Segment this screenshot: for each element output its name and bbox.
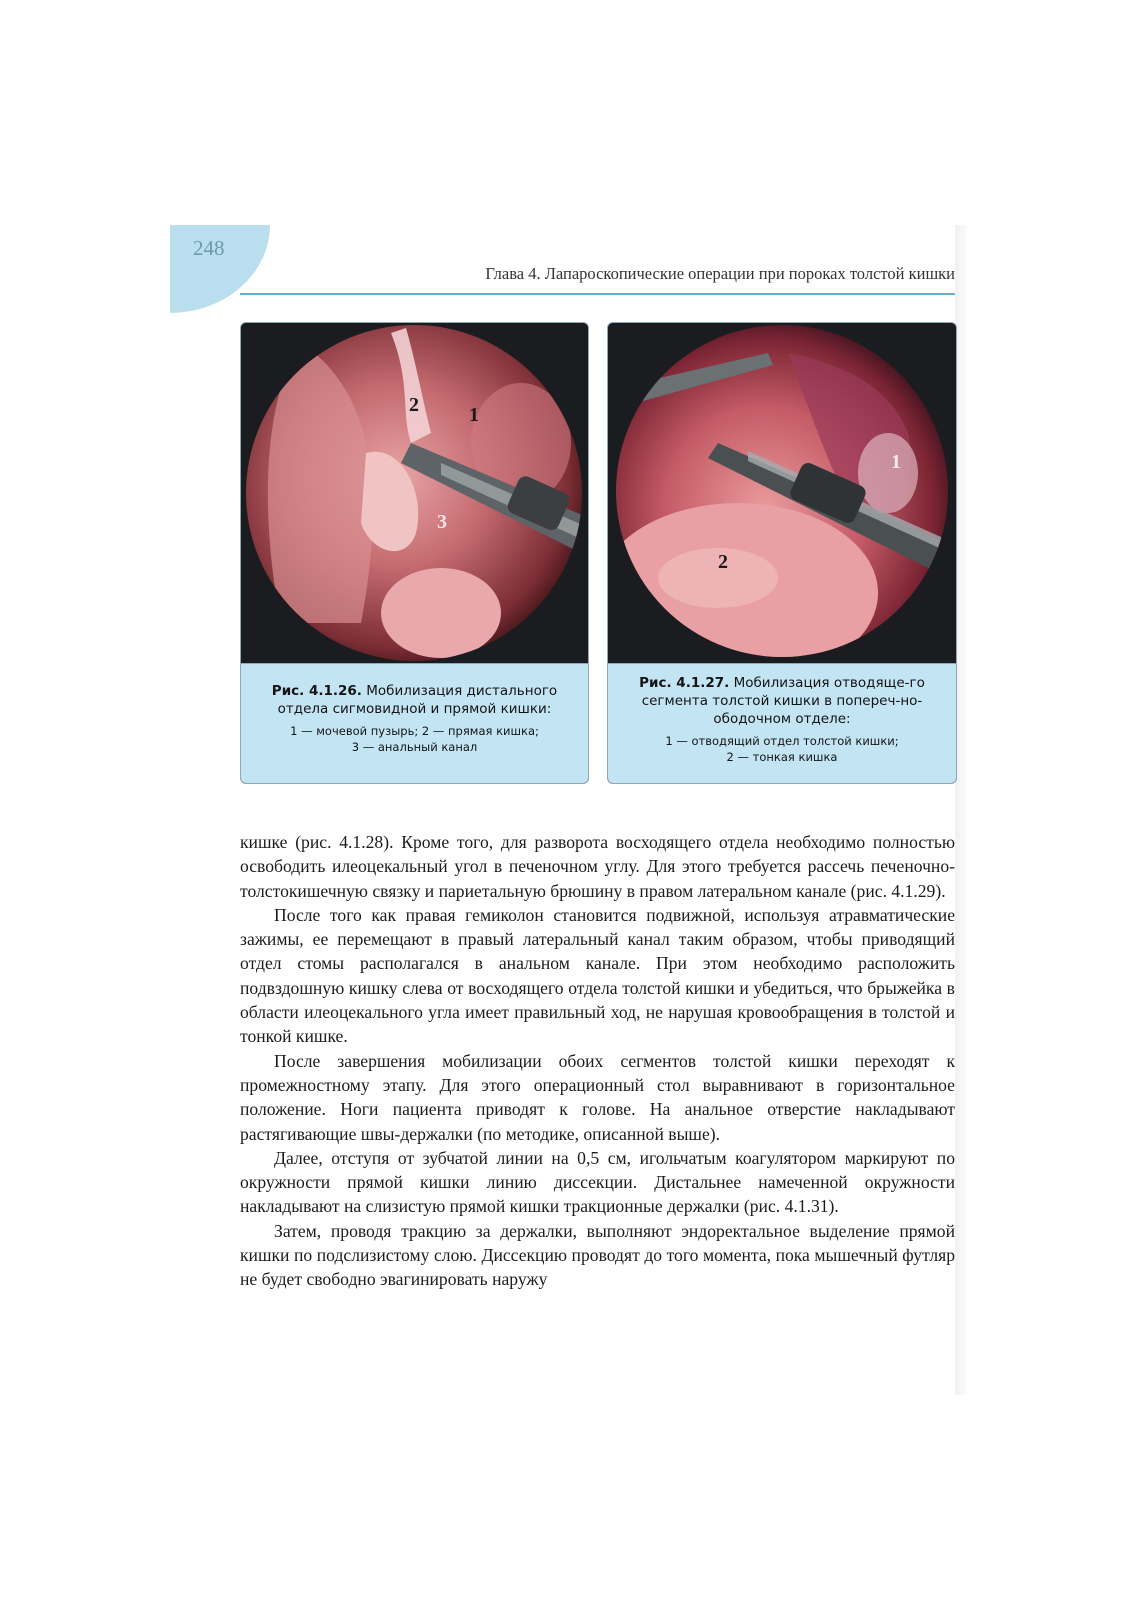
paragraph: После завершения мобилизации обоих сегментов толстой кишки переходят к промежностному этапу. Для этого операционный стол выравнивают в горизонтальное положение. Ноги пациента приводят к голове. На анальное отверстие накладывают растягивающие швы-держалки (по методике, описанной выше).: [240, 1050, 955, 1144]
caption-text: Мобилизация отводяще-го сегмента толстой кишки в попереч-но-ободочном отделе:: [641, 675, 925, 727]
endoscopic-photo-4-1-27: [608, 323, 956, 663]
figure-marker-3: 3: [437, 511, 447, 533]
header-rule: [240, 293, 955, 295]
caption-label: Рис. 4.1.26.: [271, 683, 362, 699]
caption-legend-line: 1 — отводящий отдел толстой кишки;: [665, 734, 899, 748]
figure-caption: [608, 663, 956, 783]
endoscopic-photo-4-1-26: [241, 323, 588, 663]
page-number: 248: [193, 236, 225, 260]
caption-legend-line: 1 — мочевой пузырь; 2 — прямая кишка;: [290, 724, 539, 738]
caption-title: [249, 682, 580, 718]
caption-label: Рис. 4.1.27.: [639, 675, 730, 691]
figure-caption: [241, 663, 588, 783]
figure-marker-2: 2: [409, 394, 419, 416]
figure-marker-2: 2: [718, 551, 728, 573]
caption-legend-line: 3 — анальный канал: [351, 740, 478, 754]
caption-legend: [616, 733, 948, 765]
caption-title: [616, 674, 948, 728]
figure-4-1-26: [240, 322, 589, 784]
paragraph: кишке (рис. 4.1.28). Кроме того, для разворота восходящего отдела необходимо полностью освободить илеоцекальный угол в печеночном углу. Для этого требуется рассечь печеночно-толстокишечную связку и париетальную брюшину в правом латеральном канале (рис. 4.1.29).: [240, 832, 955, 901]
body-text: [240, 830, 955, 1292]
figure-4-1-27: [607, 322, 957, 784]
paragraph: После того как правая гемиколон становится подвижной, используя атравматические зажимы, ее перемещают в правый латеральный канал таким образом, чтобы приводящий отдел стомы располагался в анальном канале. При этом необходимо расположить подвздошную кишку слева от восходящего отдела толстой кишки и убедиться, что брыжейка в области илеоцекального угла имеет правильный ход, не нарушая кровообращения в толстой и тонкой кишке.: [240, 904, 955, 1047]
caption-text: Мобилизация дистального отдела сигмовидной и прямой кишки:: [277, 683, 558, 717]
figure-marker-1: 1: [469, 404, 479, 426]
caption-legend: [249, 723, 580, 755]
paragraph: Затем, проводя тракцию за держалки, выполняют эндоректальное выделение прямой кишки по подслизистому слою. Диссекцию проводят до того момента, пока мышечный футляр не будет свободно эвагинировать наружу: [240, 1220, 955, 1290]
caption-legend-line: 2 — тонкая кишка: [726, 750, 838, 764]
paragraph: Далее, отступя от зубчатой линии на 0,5 см, игольчатым коагулятором маркируют по окружности прямой кишки линию диссекции. Дистальнее намеченной окружности накладывают на слизистую прямой кишки тракционные держалки (рис. 4.1.31).: [240, 1147, 955, 1217]
figure-marker-1: 1: [891, 451, 901, 473]
running-header: Глава 4. Лапароскопические операции при пороках толстой кишки: [485, 264, 955, 283]
